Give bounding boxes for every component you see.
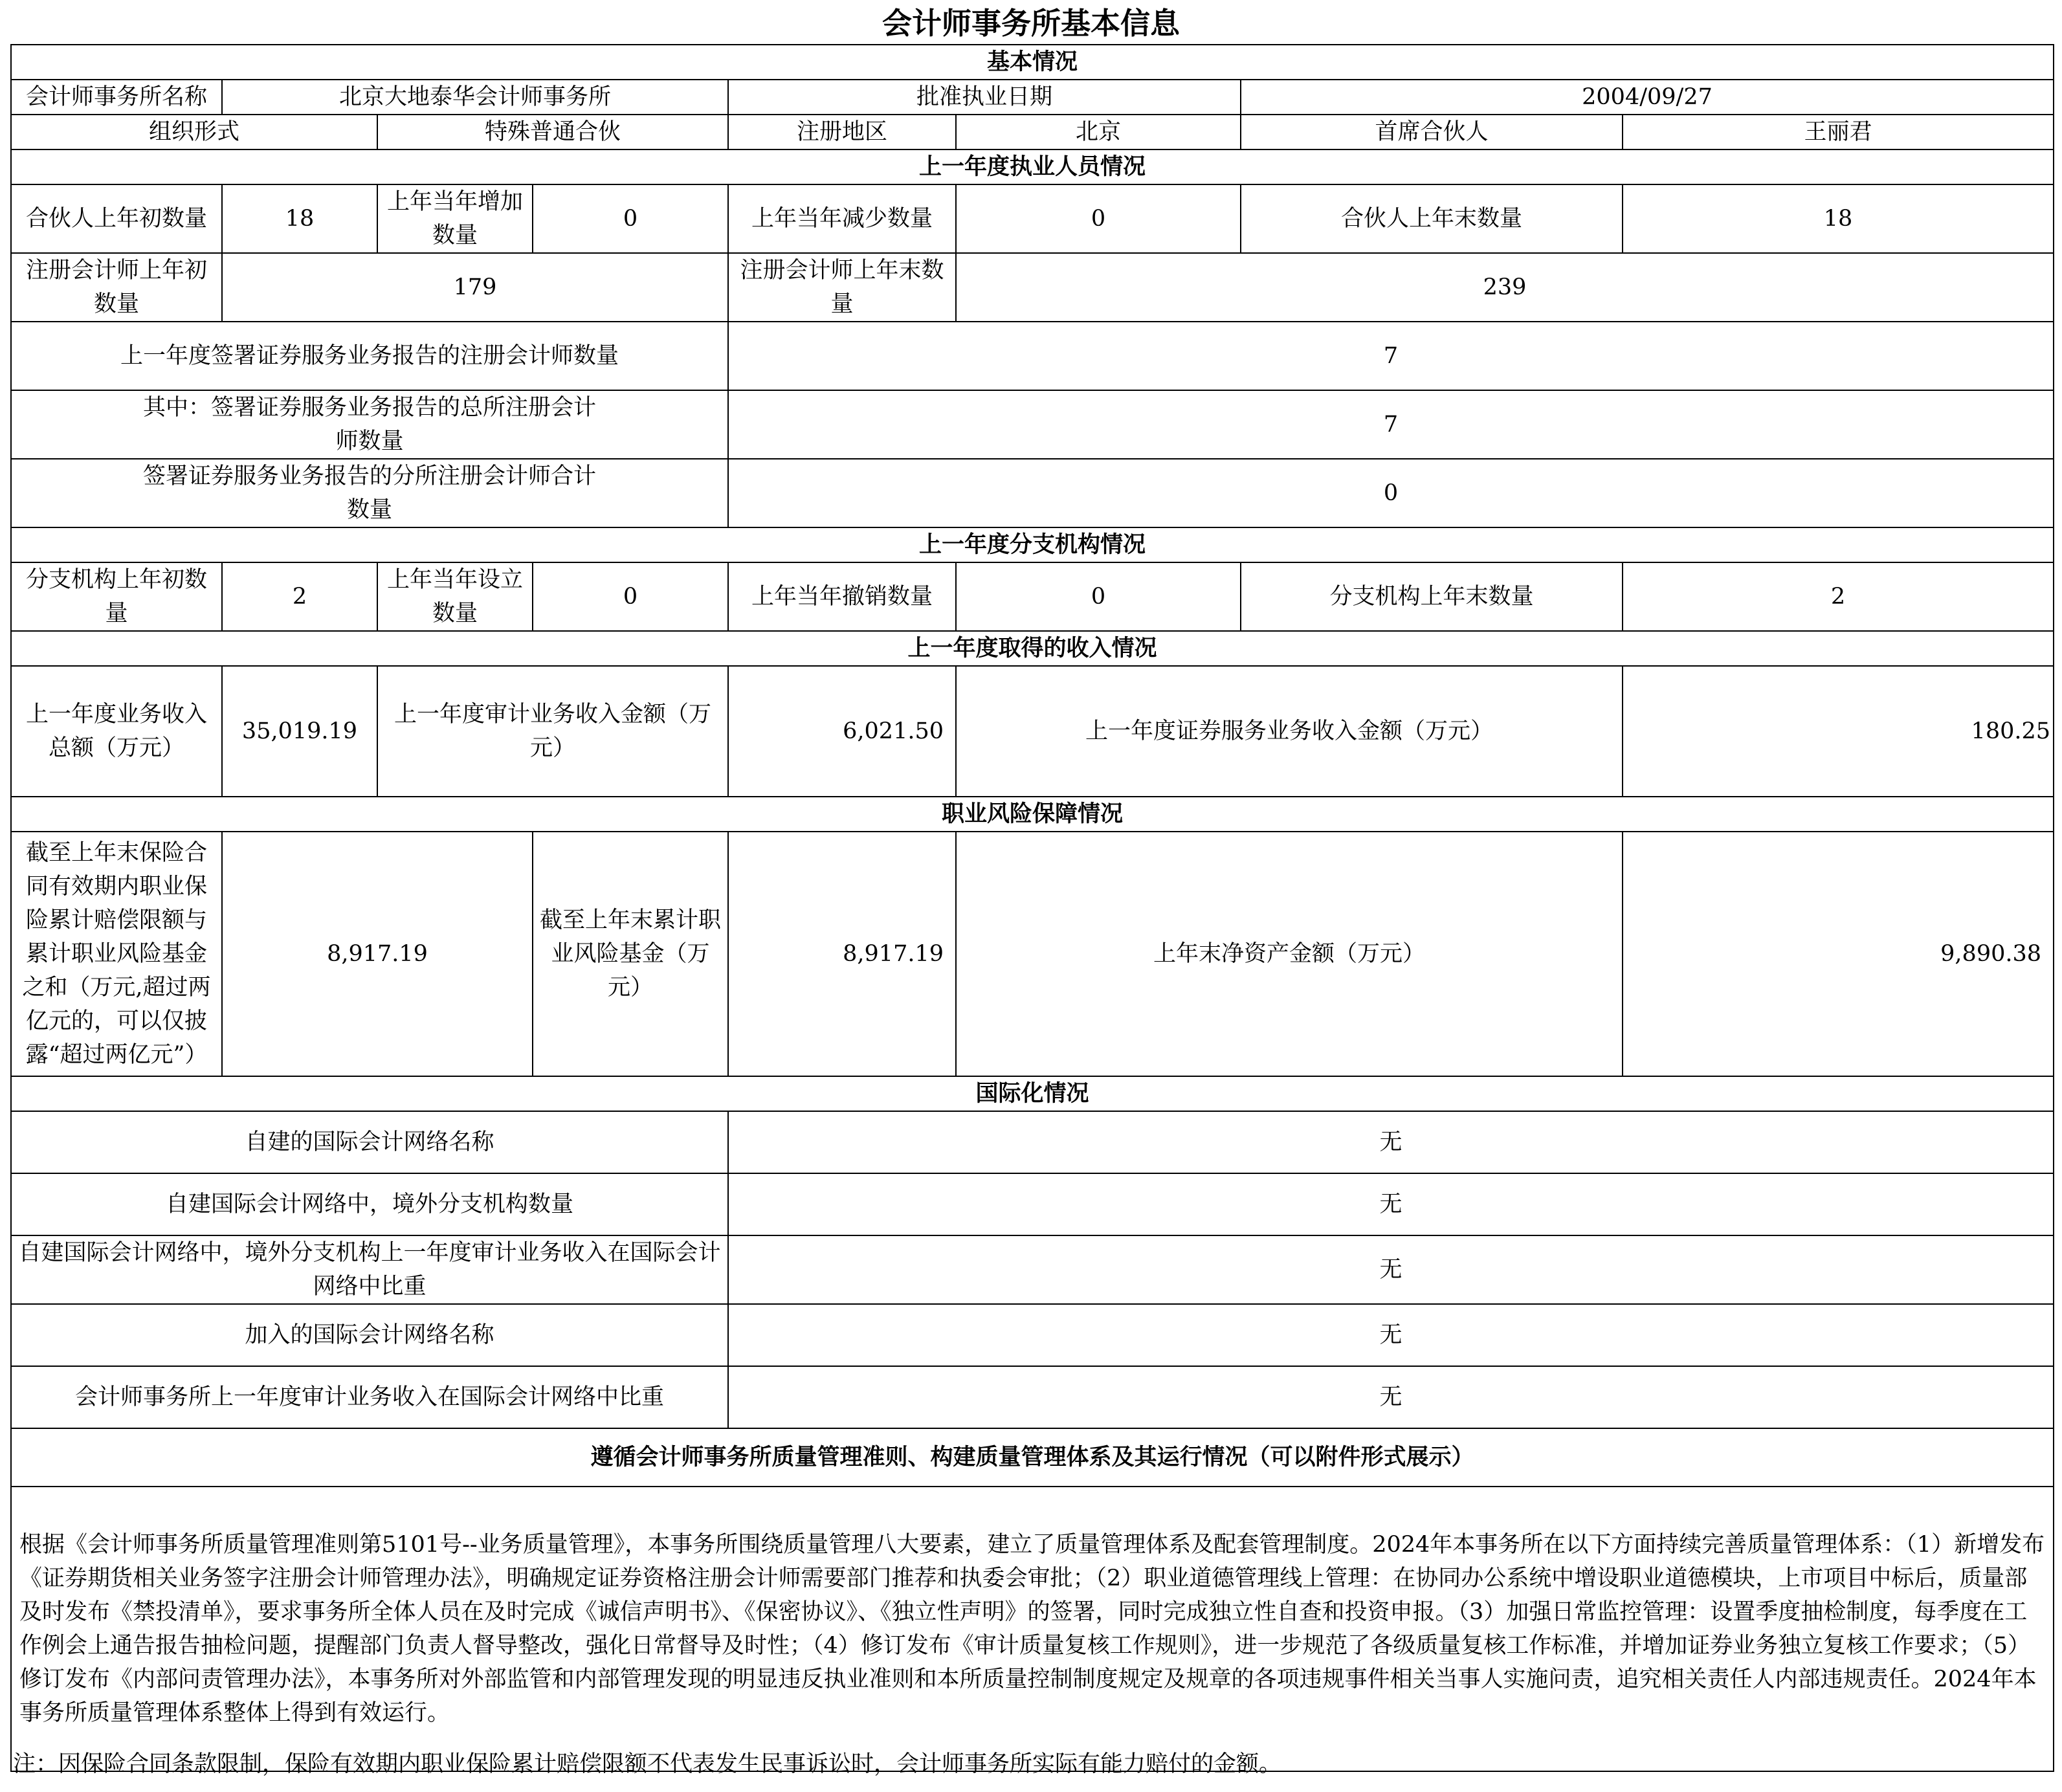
reg-place-label: 注册地区 xyxy=(728,115,956,149)
branches-begin-label: 分支机构上年初数量 xyxy=(11,562,222,631)
intl-value: 无 xyxy=(728,1111,2054,1173)
income-audit-value: 6,021.50 xyxy=(728,666,956,797)
intl-label: 自建的国际会计网络名称 xyxy=(11,1111,728,1173)
firm-name-label: 会计师事务所名称 xyxy=(11,80,222,115)
income-total-value: 35,019.19 xyxy=(222,666,377,797)
income-total-label: 上一年度业务收入总额（万元） xyxy=(11,666,222,797)
firm-name-value: 北京大地泰华会计师事务所 xyxy=(222,80,728,115)
quality-paragraph: 根据《会计师事务所质量管理准则第5101号--业务质量管理》，本事务所围绕质量管理八大要素，建立了质量管理体系及配套管理制度。2024年本事务所在以下方面持续完善质量管理体系：（1）新增发布《证券期货相关业务签字注册会计师管理办法》，明确规定证券资格注册会计师需要部门推荐和执委会审批；（2）职业道德管理线上管理：在协同办公系统中增设职业道德模块，上市项目中标后，质量部及时发布《禁投清单》，要求事务所全体人员在及时完成《诚信声明书》、《保密协议》、《独立性声明》的签署，同时完成独立性自查和投资申报。（3）加强日常监控管理：设置季度抽检制度，每季度在工作例会上通告报告抽检问题，提醒部门负责人督导整改，强化日常督导及时性；（4）修订发布《审计质量复核工作规则》，进一步规范了各级质量复核工作标准，并增加证券业务独立复核工作要求；（5）修订发布《内部问责管理办法》，本事务所对外部监管和内部管理发现的明显违反执业准则和本所质量控制制度规定及规章的各项违规事件相关当事人实施问责，追究相关责任人内部违规责任。2024年本事务所质量管理体系整体上得到有效运行。 xyxy=(11,1487,2054,1771)
insurance-value: 8,917.19 xyxy=(222,832,533,1076)
net-assets-value: 9,890.38 xyxy=(1623,832,2054,1076)
sec-cpa-branch-label: 签署证券服务业务报告的分所注册会计师合计数量 xyxy=(11,459,728,527)
branches-revoked-label: 上年当年撤销数量 xyxy=(728,562,956,631)
branches-end-value: 2 xyxy=(1623,562,2054,631)
footnote: 注：因保险合同条款限制，保险有效期内职业保险累计赔偿限额不代表发生民事诉讼时，会计师事务所实际有能力赔付的金额。 xyxy=(13,1751,1282,1777)
page-title: 会计师事务所基本信息 xyxy=(882,6,1180,41)
branches-begin-value: 2 xyxy=(222,562,377,631)
partners-begin-label: 合伙人上年初数量 xyxy=(11,184,222,253)
intl-label: 自建国际会计网络中，境外分支机构上一年度审计业务收入在国际会计网络中比重 xyxy=(11,1235,728,1304)
income-securities-label: 上一年度证券服务业务收入金额（万元） xyxy=(956,666,1623,797)
chief-partner-value: 王丽君 xyxy=(1623,115,2054,149)
section-header-quality: 遵循会计师事务所质量管理准则、构建质量管理体系及其运行情况（可以附件形式展示） xyxy=(11,1428,2054,1487)
cpa-end-value: 239 xyxy=(956,253,2054,322)
net-assets-label: 上年末净资产金额（万元） xyxy=(956,832,1623,1076)
reg-place-value: 北京 xyxy=(956,115,1241,149)
section-header-income: 上一年度取得的收入情况 xyxy=(11,631,2054,666)
org-form-value: 特殊普通合伙 xyxy=(377,115,728,149)
branches-revoked-value: 0 xyxy=(956,562,1241,631)
intl-label: 会计师事务所上一年度审计业务收入在国际会计网络中比重 xyxy=(11,1366,728,1428)
org-form-label: 组织形式 xyxy=(11,115,377,149)
sec-cpa-hq-label: 其中：签署证券服务业务报告的总所注册会计师数量 xyxy=(11,390,728,459)
partners-added-value: 0 xyxy=(533,184,728,253)
branches-established-value: 0 xyxy=(533,562,728,631)
intl-value: 无 xyxy=(728,1173,2054,1235)
approval-date-value: 2004/09/27 xyxy=(1241,80,2054,115)
partners-reduced-label: 上年当年减少数量 xyxy=(728,184,956,253)
income-audit-label: 上一年度审计业务收入金额（万元） xyxy=(377,666,728,797)
section-header-risk: 职业风险保障情况 xyxy=(11,797,2054,832)
intl-label: 加入的国际会计网络名称 xyxy=(11,1304,728,1366)
section-header-international: 国际化情况 xyxy=(11,1076,2054,1111)
intl-value: 无 xyxy=(728,1235,2054,1304)
partners-reduced-value: 0 xyxy=(956,184,1241,253)
cpa-begin-value: 179 xyxy=(222,253,728,322)
risk-fund-value: 8,917.19 xyxy=(728,832,956,1076)
insurance-label: 截至上年末保险合同有效期内职业保险累计赔偿限额与累计职业风险基金之和（万元,超过两亿元的，可以仅披露“超过两亿元”） xyxy=(11,832,222,1076)
intl-value: 无 xyxy=(728,1304,2054,1366)
chief-partner-label: 首席合伙人 xyxy=(1241,115,1623,149)
partners-added-label: 上年当年增加数量 xyxy=(377,184,533,253)
section-header-basic: 基本情况 xyxy=(11,45,2054,80)
partners-end-label: 合伙人上年末数量 xyxy=(1241,184,1623,253)
intl-label: 自建国际会计网络中，境外分支机构数量 xyxy=(11,1173,728,1235)
cpa-end-label: 注册会计师上年末数量 xyxy=(728,253,956,322)
sec-cpa-label: 上一年度签署证券服务业务报告的注册会计师数量 xyxy=(11,322,728,390)
sec-cpa-hq-value: 7 xyxy=(728,390,2054,459)
branches-end-label: 分支机构上年末数量 xyxy=(1241,562,1623,631)
branches-established-label: 上年当年设立数量 xyxy=(377,562,533,631)
firm-info-table xyxy=(10,44,2054,1772)
approval-date-label: 批准执业日期 xyxy=(728,80,1241,115)
cpa-begin-label: 注册会计师上年初数量 xyxy=(11,253,222,322)
sec-cpa-branch-value: 0 xyxy=(728,459,2054,527)
partners-end-value: 18 xyxy=(1623,184,2054,253)
section-header-branches: 上一年度分支机构情况 xyxy=(11,527,2054,562)
income-securities-value: 180.25 xyxy=(1623,666,2054,797)
partners-begin-value: 18 xyxy=(222,184,377,253)
section-header-personnel: 上一年度执业人员情况 xyxy=(11,149,2054,184)
intl-value: 无 xyxy=(728,1366,2054,1428)
risk-fund-label: 截至上年末累计职业风险基金（万元） xyxy=(533,832,728,1076)
sec-cpa-value: 7 xyxy=(728,322,2054,390)
